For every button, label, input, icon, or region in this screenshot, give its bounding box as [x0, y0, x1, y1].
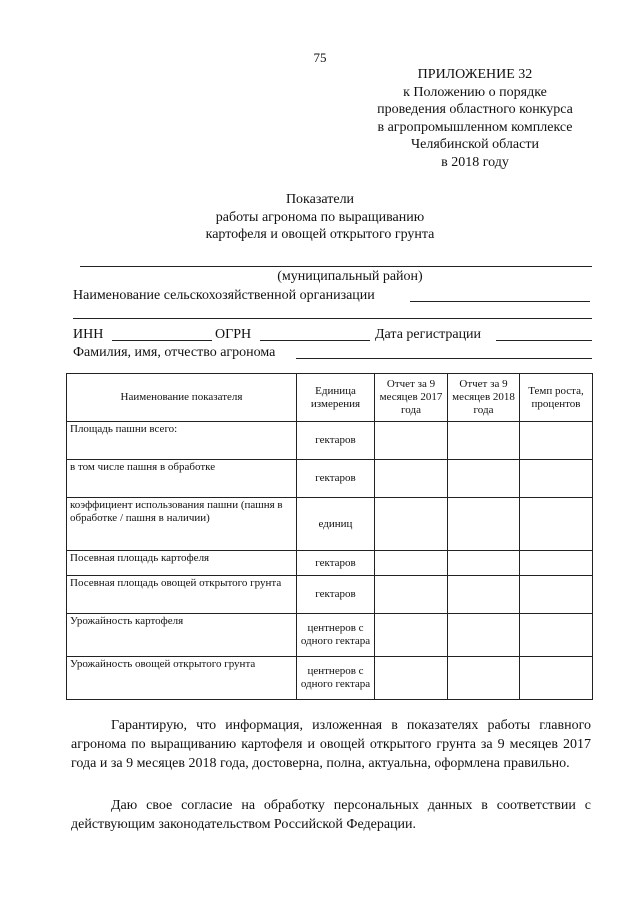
- cell-growth[interactable]: [520, 422, 593, 460]
- cell-2017[interactable]: [375, 614, 448, 657]
- cell-growth[interactable]: [520, 551, 593, 576]
- table-row: [67, 576, 593, 614]
- row-indicator-name: Урожайность картофеля: [67, 614, 297, 657]
- table-row: [67, 498, 593, 551]
- title-line: работы агронома по выращиванию: [215, 209, 425, 225]
- appendix-line: в 2018 году: [441, 154, 509, 170]
- org-fill-line[interactable]: [410, 301, 590, 302]
- row-indicator-name: Посевная площадь картофеля: [67, 551, 297, 576]
- cell-2017[interactable]: [375, 576, 448, 614]
- guarantee-statement: [71, 716, 591, 773]
- table-row: [67, 422, 593, 460]
- agronomist-fill-line[interactable]: [296, 358, 592, 359]
- row-unit: гектаров: [297, 422, 375, 460]
- row-unit: гектаров: [297, 460, 375, 498]
- row-unit: гектаров: [297, 551, 375, 576]
- header-indicator-name: Наименование показателя: [67, 374, 297, 422]
- table-row: [67, 460, 593, 498]
- appendix-line: Челябинской области: [411, 137, 539, 152]
- cell-growth[interactable]: [520, 614, 593, 657]
- document-title: [0, 191, 640, 244]
- consent-text: Даю свое согласие на обработку персональных данных в соответствии с действующим законодательством Российской Федерации.: [71, 798, 591, 832]
- cell-2017[interactable]: [375, 460, 448, 498]
- cell-growth[interactable]: [520, 576, 593, 614]
- row-unit: единиц: [297, 498, 375, 551]
- cell-2017[interactable]: [375, 657, 448, 700]
- row-indicator-name: Площадь пашни всего:: [67, 422, 297, 460]
- row-unit: центнеров с одного гектара: [297, 657, 375, 700]
- district-caption: (муниципальный район): [277, 269, 423, 284]
- title-line: картофеля и овощей открытого грунта: [205, 227, 435, 242]
- cell-2017[interactable]: [375, 551, 448, 576]
- appendix-line: проведения областного конкурса: [377, 102, 573, 117]
- table-row: [67, 657, 593, 700]
- cell-2018[interactable]: [448, 460, 520, 498]
- reg-date-label: Дата регистрации: [375, 327, 482, 342]
- guarantee-text: Гарантирую, что информация, изложенная в показателях работы главного агронома по выращиванию картофеля и овощей открытого грунта за 9 месяцев 2017 года и за 9 месяцев 2018 года, достоверна, полна, актуальна, оформлена правильно.: [71, 718, 591, 771]
- cell-2017[interactable]: [375, 498, 448, 551]
- row-indicator-name: в том числе пашня в обработке: [67, 460, 297, 498]
- inn-label: ИНН: [73, 327, 104, 342]
- org-label: Наименование сельскохозяйственной организации: [73, 288, 375, 303]
- agronomist-label: Фамилия, имя, отчество агронома: [73, 345, 276, 360]
- appendix-title: ПРИЛОЖЕНИЕ 32: [417, 67, 533, 82]
- header-report-2017: Отчет за 9 месяцев 2017 года: [375, 374, 448, 422]
- cell-2018[interactable]: [448, 614, 520, 657]
- table-row: [67, 614, 593, 657]
- title-line: Показатели: [285, 192, 355, 207]
- district-fill-line[interactable]: [80, 266, 592, 267]
- row-unit: центнеров с одного гектара: [297, 614, 375, 657]
- header-growth-rate: Темп роста, процентов: [520, 374, 593, 422]
- table-row: [67, 551, 593, 576]
- cell-2018[interactable]: [448, 422, 520, 460]
- cell-2018[interactable]: [448, 576, 520, 614]
- org-fill-line-2[interactable]: [73, 318, 592, 319]
- row-indicator-name: Посевная площадь овощей открытого грунта: [67, 576, 297, 614]
- row-unit: гектаров: [297, 576, 375, 614]
- page-number: 75: [313, 50, 327, 65]
- cell-2018[interactable]: [448, 498, 520, 551]
- appendix-line: к Положению о порядке: [403, 84, 547, 100]
- ogrn-label: ОГРН: [215, 327, 252, 342]
- header-report-2018: Отчет за 9 месяцев 2018 года: [448, 374, 520, 422]
- cell-growth[interactable]: [520, 460, 593, 498]
- consent-statement: [71, 796, 591, 834]
- appendix-heading: [355, 66, 595, 171]
- indicators-table: [66, 373, 593, 700]
- cell-growth[interactable]: [520, 498, 593, 551]
- row-indicator-name: Урожайность овощей открытого грунта: [67, 657, 297, 700]
- cell-growth[interactable]: [520, 657, 593, 700]
- cell-2018[interactable]: [448, 657, 520, 700]
- header-unit: Единица измерения: [297, 374, 375, 422]
- reg-date-fill-line[interactable]: [496, 340, 592, 341]
- appendix-line: в агропромышленном комплексе: [377, 119, 573, 135]
- row-indicator-name: коэффициент использования пашни (пашня в обработке / пашня в наличии): [67, 498, 297, 551]
- ogrn-fill-line[interactable]: [260, 340, 370, 341]
- inn-fill-line[interactable]: [112, 340, 212, 341]
- cell-2018[interactable]: [448, 551, 520, 576]
- table-header-row: [67, 374, 593, 422]
- cell-2017[interactable]: [375, 422, 448, 460]
